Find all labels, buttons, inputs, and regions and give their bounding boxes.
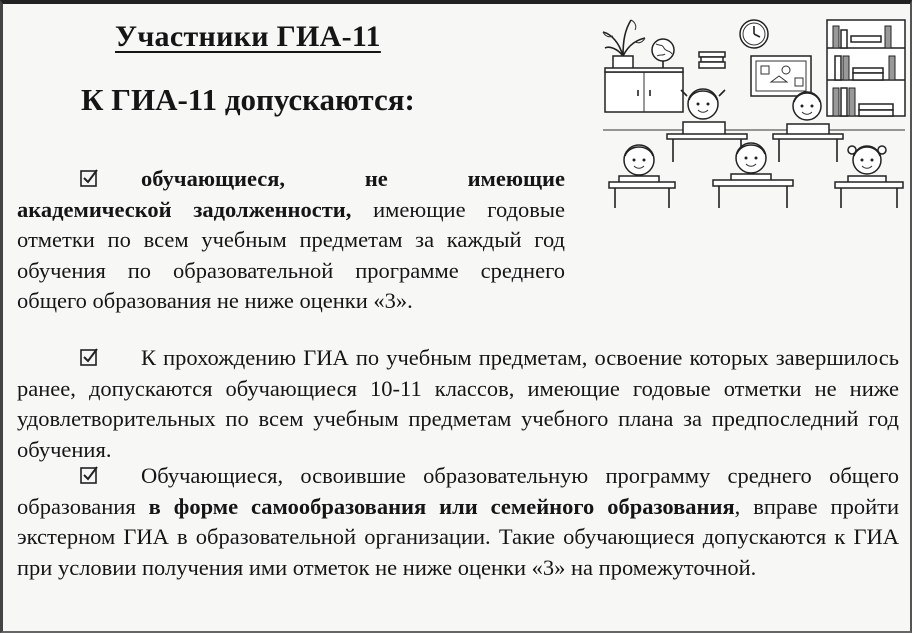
admission-criterion-1 [17,164,565,317]
child-icon [787,92,829,136]
checkbox-checked-icon [80,169,99,188]
blackboard-icon [751,56,811,96]
admission-criterion-2 [17,343,899,465]
section-subtitle: К ГИА-11 допускаются: [81,82,415,117]
classroom-children-illustration [601,12,907,212]
clock-icon [740,20,768,48]
criterion-3-bold: в форме самообразования или семейного образования [148,493,735,519]
child-icon [848,146,886,184]
checkbox-checked-icon [80,466,99,485]
child-icon [619,145,659,184]
criterion-1-bold: обучающиеся, не имеющие академической задолженности, [17,166,565,222]
bookshelf-icon [827,20,905,116]
child-icon [731,143,771,182]
criterion-3-text-before: Обучающиеся, освоившие образовательную программу среднего общего образования [17,463,899,519]
criterion-2-text: К прохождению ГИА по учебным предметам, освоение которых завершилось ранее, допускаются обучающиеся 10-11 классов, имеющие годовые отметки не ниже удовлетворительных по всем учебным предметам учебного плана за предпоследний год обучения. [17,345,899,462]
child-icon [681,89,725,136]
plant-icon [603,20,645,72]
page-title: Участники ГИА-11 [115,20,381,53]
checkbox-checked-icon [80,348,99,367]
criterion-1-text: имеющие годовые отметки по всем учебным предметам за каждый год обучения по образовательной программе среднего общего образования не ниже оценки «3». [17,196,565,313]
admission-criterion-3 [17,461,899,583]
books-icon [699,52,725,68]
globe-icon [652,39,674,70]
cabinet-icon [605,68,683,112]
criterion-3-text-after: , вправе пройти экстерном ГИА в образовательной организации. Такие обучающиеся допускаются к ГИА при условии получения ими отметок не ниже оценки «3» на промежуточной. [17,493,900,580]
